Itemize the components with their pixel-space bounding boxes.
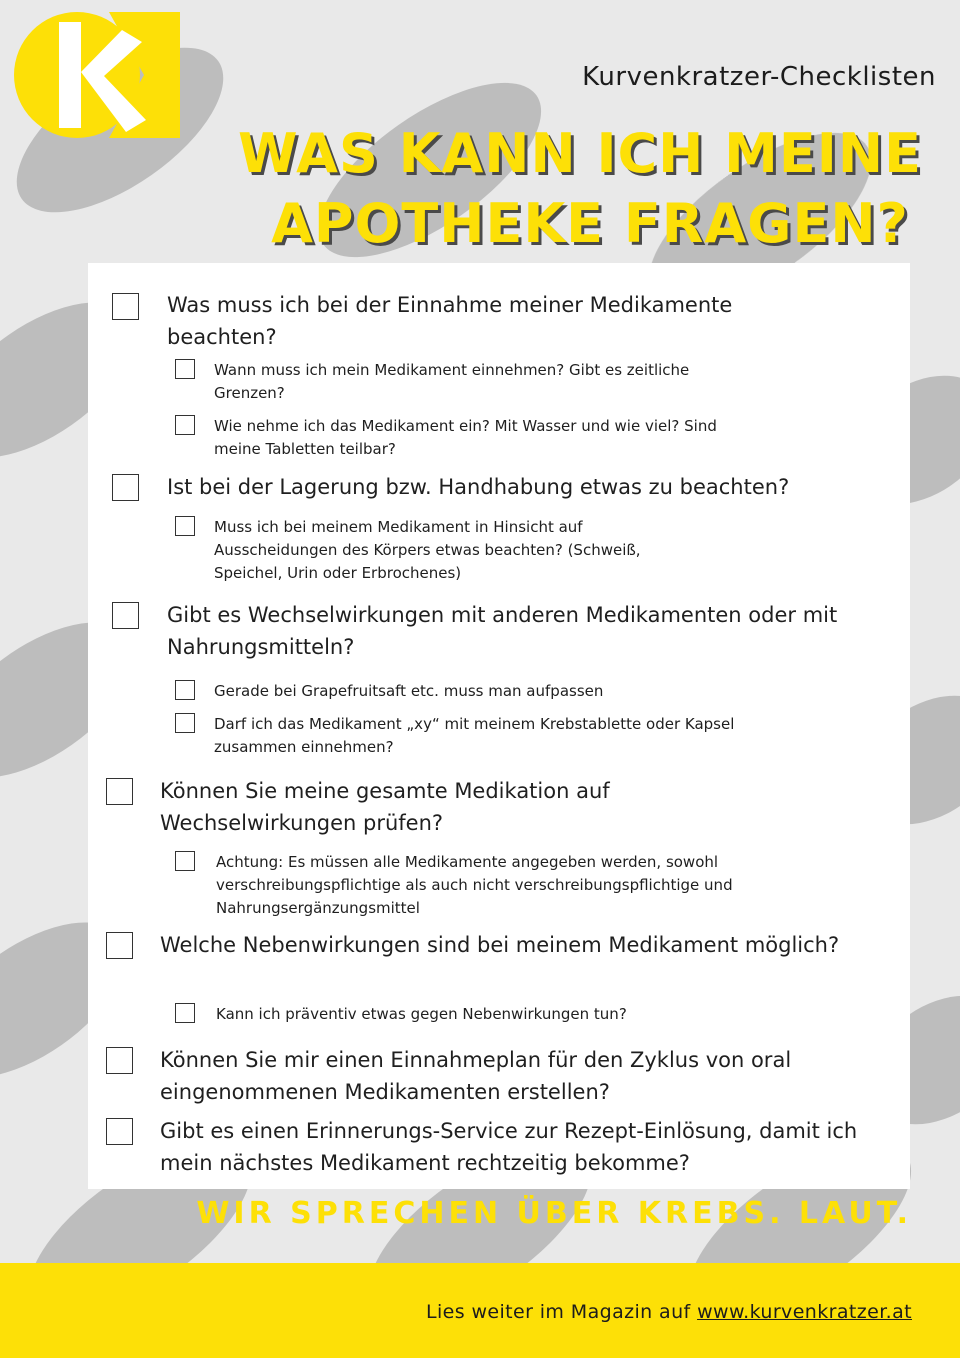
- checklist-item[interactable]: [106, 1115, 896, 1179]
- checklist-subitem[interactable]: [175, 680, 775, 703]
- checklist-item-text: Gerade bei Grapefruitsaft etc. muss man aufpassen: [214, 682, 604, 700]
- footer-text: [426, 1301, 912, 1323]
- checklist-item-text: Welche Nebenwirkungen sind bei meinem Medikament möglich?: [160, 933, 840, 957]
- checklist-item-text: Was muss ich bei der Einnahme meiner Medikamente beachten?: [167, 293, 733, 349]
- checkbox[interactable]: [106, 1118, 133, 1145]
- page-title-line-1: WAS KANN ICH MEINE: [238, 122, 922, 185]
- checklist-item[interactable]: [106, 775, 726, 839]
- checklist-item[interactable]: [112, 471, 892, 503]
- checklist-subitem[interactable]: [175, 1003, 795, 1026]
- checkbox[interactable]: [106, 778, 133, 805]
- checklist-item-text: Wie nehme ich das Medikament ein? Mit Wasser und wie viel? Sind meine Tabletten teilbar?: [214, 417, 717, 458]
- footer-prefix: Lies weiter im Magazin auf: [425, 1301, 698, 1323]
- checklist-item[interactable]: [112, 599, 872, 663]
- checklist-item-text: Gibt es einen Erinnerungs-Service zur Rezept-Einlösung, damit ich mein nächstes Medikament rechtzeitig bekomme?: [160, 1119, 858, 1175]
- series-title: Kurvenkratzer-Checklisten: [582, 62, 936, 92]
- checklist-item-text: Ist bei der Lagerung bzw. Handhabung etwas zu beachten?: [167, 475, 790, 499]
- checkbox[interactable]: [175, 516, 195, 536]
- kurvenkratzer-logo: [14, 12, 180, 138]
- checkbox[interactable]: [175, 851, 195, 871]
- checkbox[interactable]: [106, 932, 133, 959]
- checklist-subitem[interactable]: [175, 516, 695, 585]
- footer-bar: [0, 1263, 960, 1358]
- checkbox[interactable]: [112, 602, 139, 629]
- checkbox[interactable]: [175, 713, 195, 733]
- checklist-item-text: Gibt es Wechselwirkungen mit anderen Medikamenten oder mit Nahrungsmitteln?: [167, 603, 838, 659]
- checklist-item-text: Können Sie mir einen Einnahmeplan für den Zyklus von oral eingenommenen Medikamenten erstellen?: [160, 1048, 792, 1104]
- checkbox[interactable]: [112, 293, 139, 320]
- checklist-item[interactable]: [106, 1044, 896, 1108]
- checkbox[interactable]: [175, 415, 195, 435]
- website-link[interactable]: www.kurvenkratzer.at: [697, 1301, 912, 1323]
- checklist-subitem[interactable]: [175, 415, 735, 461]
- checkbox[interactable]: [106, 1047, 133, 1074]
- checklist-subitem[interactable]: [175, 713, 735, 759]
- checkbox[interactable]: [175, 359, 195, 379]
- checklist-item[interactable]: [106, 929, 866, 961]
- checklist-subitem[interactable]: [175, 851, 765, 920]
- checklist-item-text: Muss ich bei meinem Medikament in Hinsicht auf Ausscheidungen des Körpers etwas beachten? (Schweiß, Speichel, Urin oder Erbrochenes): [214, 518, 641, 582]
- checklist-item-text: Darf ich das Medikament „xy“ mit meinem Krebstablette oder Kapsel zusammen einnehmen?: [214, 715, 735, 756]
- checkbox[interactable]: [175, 1003, 195, 1023]
- checklist-item-text: Kann ich präventiv etwas gegen Nebenwirkungen tun?: [216, 1005, 627, 1023]
- checklist-subitem[interactable]: [175, 359, 695, 405]
- checkbox[interactable]: [112, 474, 139, 501]
- checklist-item-text: Achtung: Es müssen alle Medikamente angegeben werden, sowohl verschreibungspflichtige als auch nicht verschreibungspflichtige und Nahrungsergänzungsmittel: [216, 853, 733, 917]
- slogan: WIR SPRECHEN ÜBER KREBS. LAUT.: [196, 1196, 912, 1231]
- checklist-item-text: Können Sie meine gesamte Medikation auf Wechselwirkungen prüfen?: [160, 779, 610, 835]
- checklist-card: [88, 263, 910, 1189]
- checklist-item-text: Wann muss ich mein Medikament einnehmen? Gibt es zeitliche Grenzen?: [214, 361, 690, 402]
- checkbox[interactable]: [175, 680, 195, 700]
- page-title-line-2: APOTHEKE FRAGEN?: [271, 192, 909, 255]
- checklist-item[interactable]: [112, 289, 812, 353]
